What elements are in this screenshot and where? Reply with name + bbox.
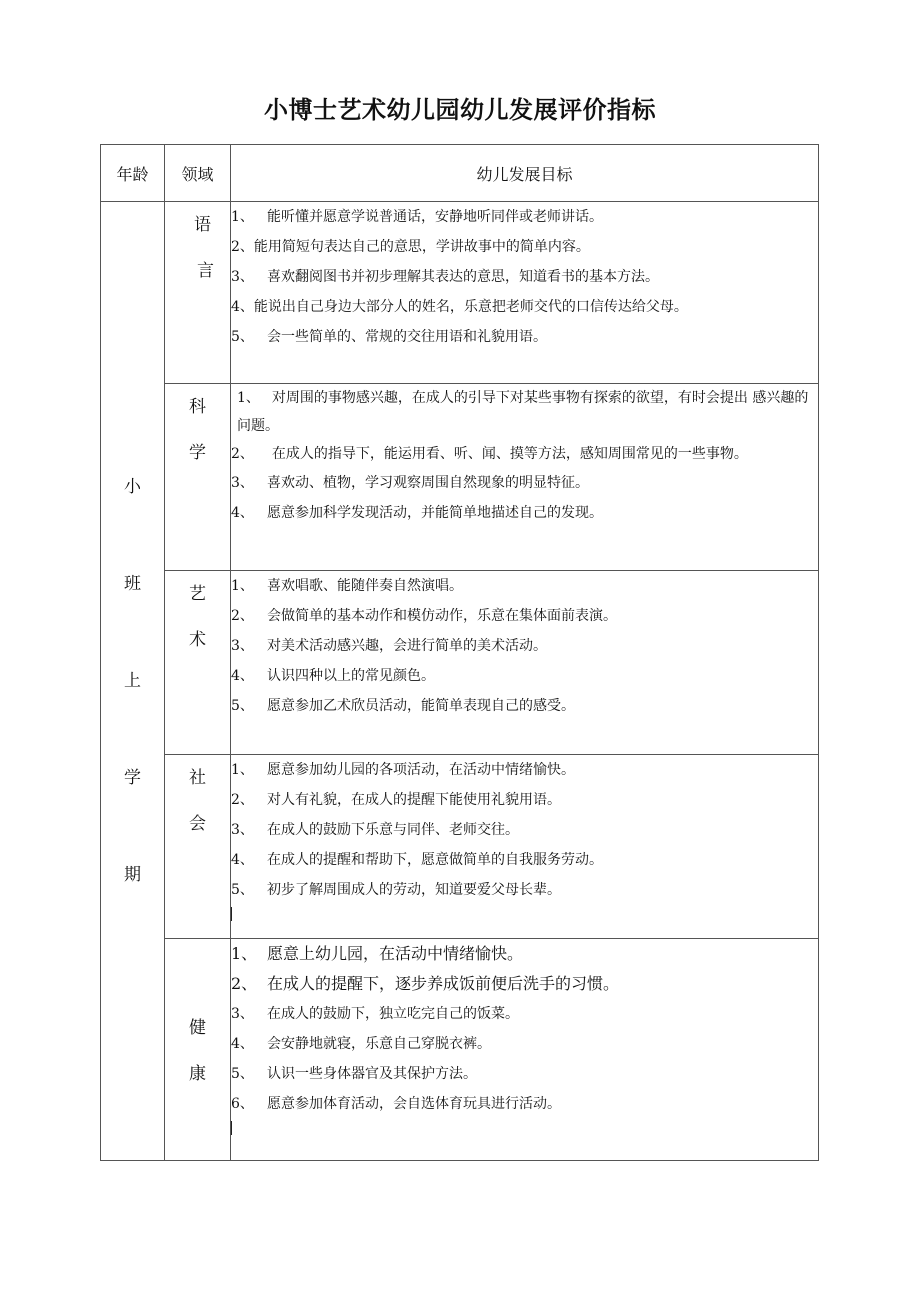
goal-number: 2、 xyxy=(231,974,258,993)
goal-item xyxy=(231,939,818,969)
goal-item xyxy=(231,498,818,528)
goal-text: 会安静地就寝，乐意自己穿脱衣裤。 xyxy=(267,1036,491,1052)
goals-cell-health xyxy=(231,939,819,1161)
goal-number: 1、 xyxy=(231,944,258,963)
table-row-health xyxy=(101,939,819,1161)
goal-text: 认识四种以上的常见颜色。 xyxy=(267,668,435,684)
goal-text-body: 对周围的事物感兴趣，在成人的引导下对某些事物有探索的欲望，有时会提出 感兴趣的问题。 xyxy=(237,390,809,434)
goal-text-body: 在成人的指导下，能运用看、听、闻、摸等方法，感知周围常见的一些事物。 xyxy=(271,446,748,462)
domain-char: 社 xyxy=(189,768,206,788)
goal-number: 5、 xyxy=(231,698,254,714)
age-char: 期 xyxy=(124,865,141,885)
goal-number: 1、 xyxy=(231,578,254,594)
goal-text: 在成人的鼓励下乐意与同伴、老师交往。 xyxy=(267,822,519,838)
goal-text: 会一些简单的、常规的交往用语和礼貌用语。 xyxy=(267,329,547,345)
goals-cell-language xyxy=(231,202,819,384)
goal-item xyxy=(231,468,818,498)
goal-item xyxy=(231,785,818,815)
goal-text: 初步了解周围成人的劳动，知道要爱父母长辈。 xyxy=(267,882,561,898)
goal-text: 能听懂并愿意学说普通话，安静地听同伴或老师讲话。 xyxy=(267,209,603,225)
goal-text: 会做简单的基本动作和模仿动作，乐意在集体面前表演。 xyxy=(267,608,617,624)
goal-text: 在成人的提醒下，逐步养成饭前便后洗手的习惯。 xyxy=(267,974,620,993)
goals-cell-science xyxy=(231,384,819,571)
age-label xyxy=(101,463,164,899)
table-row-society xyxy=(101,755,819,939)
table-row-language xyxy=(101,202,819,384)
goal-number: 4、 xyxy=(231,852,254,868)
domain-char: 科 xyxy=(189,397,206,417)
goal-item xyxy=(231,202,818,232)
goal-number: 3、 xyxy=(231,822,254,838)
goal-number: 4、 xyxy=(231,299,254,315)
goal-item xyxy=(231,1089,818,1119)
goal-text: 认识一些身体器官及其保护方法。 xyxy=(267,1066,477,1082)
goal-item xyxy=(231,232,818,262)
goal-text: 喜欢唱歌、能随伴奏自然演唱。 xyxy=(267,578,463,594)
goal-item xyxy=(231,845,818,875)
header-domain: 领域 xyxy=(165,145,231,202)
goal-number: 4、 xyxy=(231,1036,254,1052)
age-char: 上 xyxy=(124,671,141,691)
goal-number: 2、 xyxy=(231,608,254,624)
goal-text: 愿意参加幼儿园的各项活动，在活动中情绪愉快。 xyxy=(267,762,575,778)
goal-number: 1、 xyxy=(231,762,254,778)
goal-item xyxy=(231,661,818,691)
goal-text: 能说出自己身边大部分人的姓名，乐意把老师交代的口信传达给父母。 xyxy=(253,299,688,315)
domain-cell-health xyxy=(165,939,231,1161)
goal-item xyxy=(231,571,818,601)
goal-text: 喜欢动、植物，学习观察周围自然现象的明显特征。 xyxy=(267,475,589,491)
table-row-science xyxy=(101,384,819,571)
goal-number: 3、 xyxy=(231,638,254,654)
domain-char: 健 xyxy=(189,1018,206,1038)
goal-item xyxy=(231,999,818,1029)
domain-cell-society xyxy=(165,755,231,939)
goal-number: 1、 xyxy=(237,390,260,406)
goal-text: 愿意参加体育活动，会自选体育玩具进行活动。 xyxy=(267,1096,561,1112)
goal-item xyxy=(231,384,818,440)
goal-number: 2、 xyxy=(231,446,254,462)
goal-number: 4、 xyxy=(231,668,254,684)
goal-item xyxy=(231,292,818,322)
domain-char: 会 xyxy=(189,814,206,834)
goal-text: 愿意上幼儿园，在活动中情绪愉快。 xyxy=(267,944,524,963)
age-char: 学 xyxy=(124,768,141,788)
goal-text: 对人有礼貌，在成人的提醒下能使用礼貌用语。 xyxy=(267,792,561,808)
goal-text: 喜欢翻阅图书并初步理解其表达的意思，知道看书的基本方法。 xyxy=(267,269,659,285)
goal-item xyxy=(231,440,818,468)
goal-number: 2、 xyxy=(231,239,254,255)
goal-text: 能用简短句表达自己的意思，学讲故事中的简单内容。 xyxy=(253,239,590,255)
goal-item xyxy=(231,1059,818,1089)
goals-cell-society xyxy=(231,755,819,939)
goal-item xyxy=(231,631,818,661)
domain-cell-art xyxy=(165,571,231,755)
goal-number: 2、 xyxy=(231,792,254,808)
goal-number: 5、 xyxy=(231,882,254,898)
domain-cell-language xyxy=(165,202,231,384)
document-title: 小博士艺术幼儿园幼儿发展评价指标 xyxy=(264,96,656,124)
header-age: 年龄 xyxy=(101,145,165,202)
age-char: 班 xyxy=(124,574,141,594)
goal-number: 6、 xyxy=(231,1096,254,1112)
goal-item xyxy=(231,1029,818,1059)
goal-text: 愿意参加科学发现活动，并能简单地描述自己的发现。 xyxy=(267,505,603,521)
domain-char: 言 xyxy=(197,261,214,281)
header-row xyxy=(101,145,819,202)
domain-char: 学 xyxy=(189,443,206,463)
domain-cell-science xyxy=(165,384,231,571)
goal-text xyxy=(231,440,818,468)
goal-item xyxy=(231,875,818,905)
goal-number: 3、 xyxy=(231,475,254,491)
goals-cell-art xyxy=(231,571,819,755)
goal-text: 愿意参加乙术欣员活动，能简单表现自己的感受。 xyxy=(267,698,575,714)
goal-item xyxy=(231,969,818,999)
text-cursor-mark xyxy=(231,907,232,921)
evaluation-table xyxy=(100,144,819,1161)
goal-item xyxy=(231,262,818,292)
table-row-art xyxy=(101,571,819,755)
goal-item xyxy=(231,691,818,721)
goal-number: 5、 xyxy=(231,329,254,345)
text-cursor-mark xyxy=(231,1121,232,1135)
goal-number: 1、 xyxy=(231,209,254,225)
goal-item xyxy=(231,755,818,785)
goal-text: 在成人的鼓励下，独立吃完自己的饭菜。 xyxy=(267,1006,519,1022)
goal-item xyxy=(231,815,818,845)
goal-number: 4、 xyxy=(231,505,254,521)
goal-item xyxy=(231,601,818,631)
domain-char: 语 xyxy=(194,215,211,235)
domain-char: 艺 xyxy=(189,584,206,604)
header-goals: 幼儿发展目标 xyxy=(231,145,819,202)
domain-char: 康 xyxy=(189,1064,206,1084)
goal-number: 3、 xyxy=(231,1006,254,1022)
goal-text: 在成人的提醒和帮助下，愿意做简单的自我服务劳动。 xyxy=(267,852,603,868)
goal-text xyxy=(231,384,818,440)
age-char: 小 xyxy=(124,477,141,497)
domain-char: 术 xyxy=(189,630,206,650)
goal-number: 5、 xyxy=(231,1066,254,1082)
goal-item xyxy=(231,322,818,352)
goal-text: 对美术活动感兴趣，会进行简单的美术活动。 xyxy=(267,638,547,654)
goal-number: 3、 xyxy=(231,269,254,285)
age-cell xyxy=(101,202,165,1161)
